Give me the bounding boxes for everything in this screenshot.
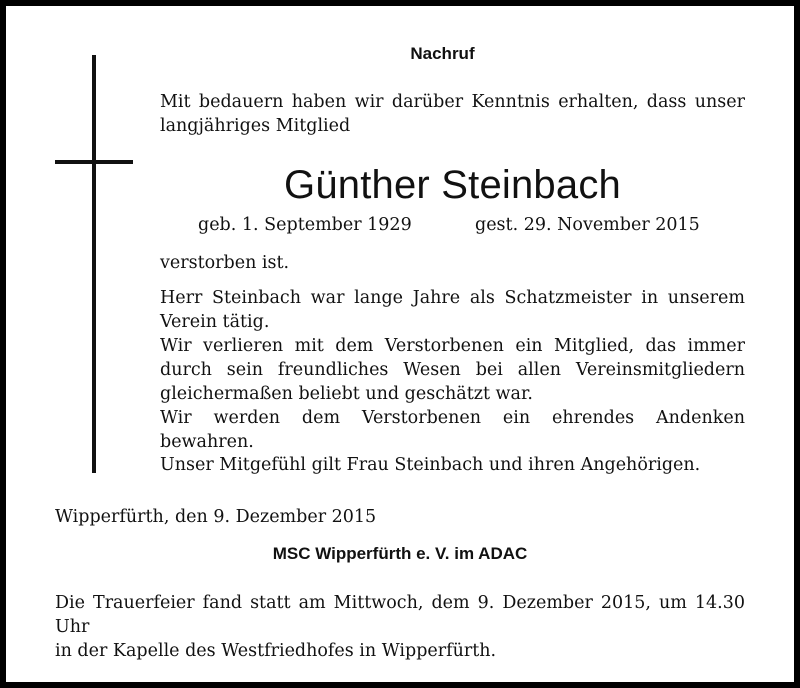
funeral-info	[55, 591, 745, 663]
intro-line-1: Mit bedauern haben wir darüber Kenntnis erhalten, dass unser	[160, 92, 745, 112]
funeral-line-1: Die Trauerfeier fand statt am Mittwoch, dem 9. Dezember 2015, um 14.30 Uhr	[55, 593, 745, 637]
club-signature: MSC Wipperfürth e. V. im ADAC	[272, 544, 528, 563]
place-date: Wipperfürth, den 9. Dezember 2015	[55, 507, 377, 527]
body-line: gleichermaßen beliebt und geschätzt war.	[160, 384, 533, 404]
death-date: gest. 29. November 2015	[475, 215, 700, 235]
body-line: Herr Steinbach war lange Jahre als Schatzmeister in unserem	[160, 288, 745, 308]
funeral-line-2: in der Kapelle des Westfriedhofes in Wipperfürth.	[55, 641, 497, 661]
body-line: Wir werden dem Verstorbenen ein ehrendes Andenken bewahren.	[160, 408, 745, 452]
body-paragraph	[160, 286, 745, 454]
intro-line-2: langjähriges Mitglied	[160, 116, 351, 136]
body-line: Verein tätig.	[160, 312, 270, 332]
body-line: Wir verlieren mit dem Verstorbenen ein Mitglied, das immer	[160, 336, 745, 356]
cross-vertical-bar	[92, 55, 96, 473]
birth-date: geb. 1. September 1929	[198, 215, 412, 235]
deceased-name: Günther Steinbach	[284, 163, 621, 207]
cross-horizontal-bar	[55, 160, 133, 164]
body-line: durch sein freundliches Wesen bei allen Vereinsmitgliedern	[160, 360, 745, 380]
deceased-text: verstorben ist.	[160, 253, 290, 273]
sympathy-text: Unser Mitgefühl gilt Frau Steinbach und ihren Angehörigen.	[160, 455, 701, 475]
intro-paragraph	[160, 90, 745, 138]
notice-heading: Nachruf	[410, 44, 475, 63]
